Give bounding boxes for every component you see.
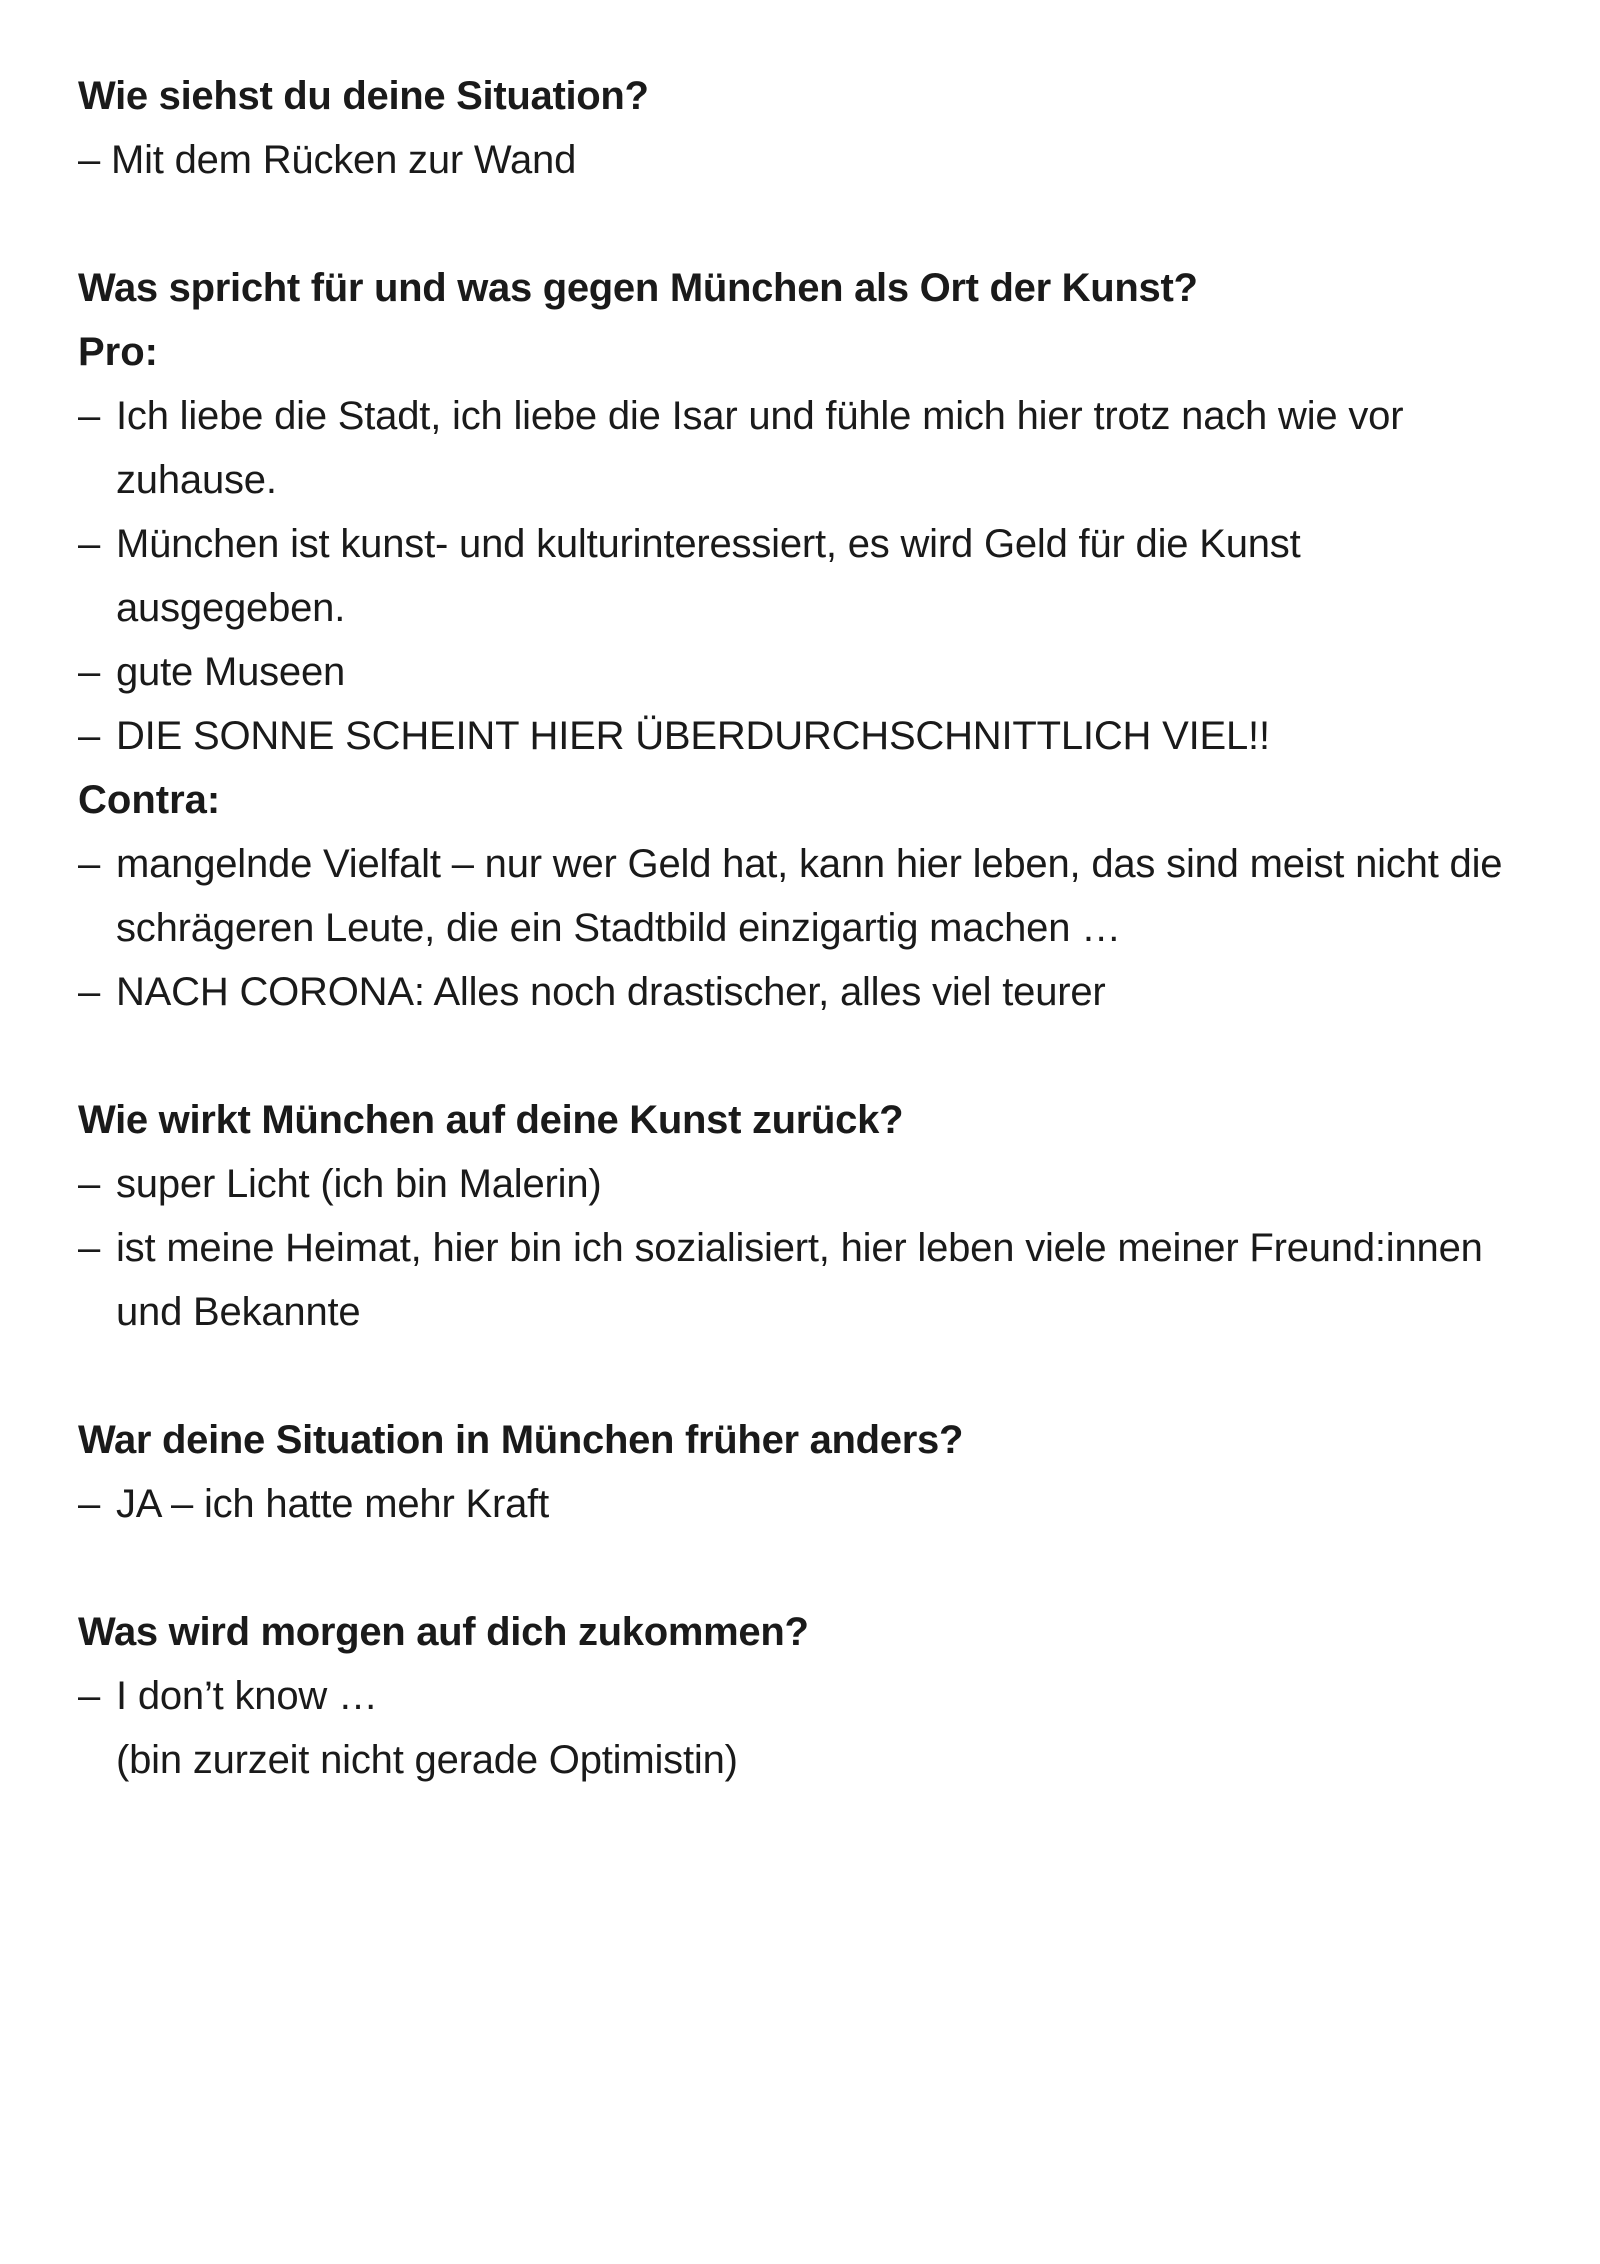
list-item: – JA – ich hatte mehr Kraft bbox=[78, 1472, 1538, 1536]
question-heading: Wie wirkt München auf deine Kunst zurück? bbox=[78, 1098, 904, 1142]
question-heading: Was spricht für und was gegen München als Ort der Kunst? bbox=[78, 266, 1198, 310]
answer-list bbox=[78, 1472, 1538, 1536]
list-item: – NACH CORONA: Alles noch drastischer, alles viel teurer bbox=[78, 960, 1538, 1024]
list-item: – DIE SONNE SCHEINT HIER ÜBERDURCHSCHNITTLICH VIEL!! bbox=[78, 704, 1538, 768]
continuation-line: (bin zurzeit nicht gerade Optimistin) bbox=[116, 1738, 738, 1782]
list-item: – mangelnde Vielfalt – nur wer Geld hat, kann hier leben, das sind meist nicht die schrägeren Leute, die ein Stadtbild einzigartig machen … bbox=[78, 832, 1538, 960]
contra-label: Contra: bbox=[78, 778, 221, 822]
question-heading: Wie siehst du deine Situation? bbox=[78, 74, 649, 118]
question-heading: Was wird morgen auf dich zukommen? bbox=[78, 1610, 809, 1654]
pro-list bbox=[78, 384, 1538, 768]
section-art-effect bbox=[78, 1088, 1538, 1344]
section-munich-pro-contra bbox=[78, 256, 1538, 1024]
section-tomorrow bbox=[78, 1600, 1538, 1792]
list-item: – super Licht (ich bin Malerin) bbox=[78, 1152, 1538, 1216]
document-page bbox=[78, 64, 1538, 1856]
pro-label: Pro: bbox=[78, 330, 158, 374]
section-past bbox=[78, 1408, 1538, 1536]
list-item: – Ich liebe die Stadt, ich liebe die Isar und fühle mich hier trotz nach wie vor zuhause. bbox=[78, 384, 1538, 512]
section-situation bbox=[78, 64, 1538, 192]
list-item: – München ist kunst- und kulturinteressiert, es wird Geld für die Kunst ausgegeben. bbox=[78, 512, 1538, 640]
answer-list bbox=[78, 1664, 1538, 1728]
list-item: – I don’t know … bbox=[78, 1664, 1538, 1728]
contra-list bbox=[78, 832, 1538, 1024]
answer-line: – Mit dem Rücken zur Wand bbox=[78, 138, 577, 182]
list-item: – ist meine Heimat, hier bin ich sozialisiert, hier leben viele meiner Freund:innen und Bekannte bbox=[78, 1216, 1538, 1344]
question-heading: War deine Situation in München früher anders? bbox=[78, 1418, 964, 1462]
list-item: – gute Museen bbox=[78, 640, 1538, 704]
answer-list bbox=[78, 1152, 1538, 1344]
